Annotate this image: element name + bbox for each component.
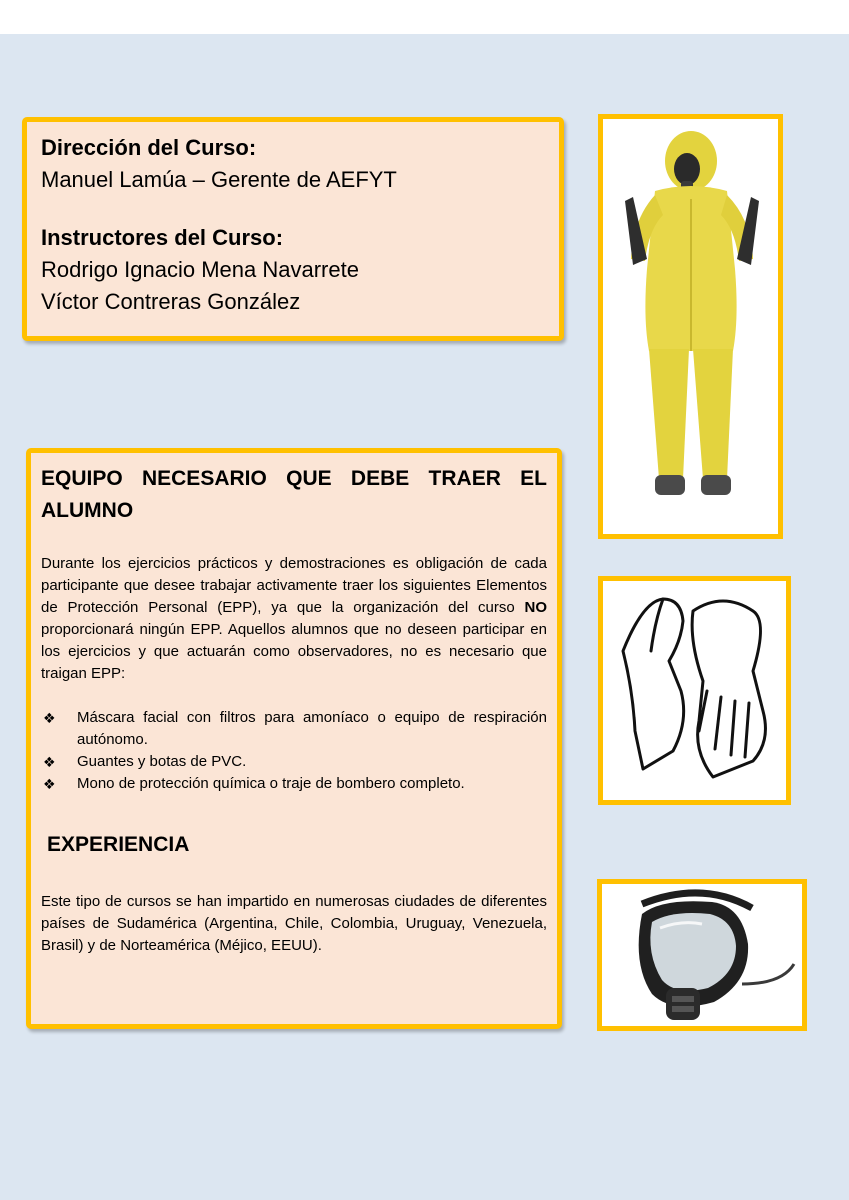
hazmat-suit-illustration [603, 119, 778, 534]
diamond-bullet-icon: ❖ [43, 754, 56, 770]
direction-name: Manuel Lamúa – Gerente de AEFYT [41, 167, 397, 192]
direction-heading: Dirección del Curso: [41, 135, 257, 160]
diamond-bullet-icon: ❖ [43, 710, 56, 726]
equipment-intro: Durante los ejercicios prácticos y demostraciones es obligación de cada participante que desee trabajar activamente traer los siguientes Elementos de Protección Personal (EPP), ya que la organización del curso NO proporcionará ningún EPP. Aquellos alumnos que no deseen participar en los ejercicios y que actuarán como observadores, no es necesario que traigan EPP: [41, 555, 547, 682]
list-item: ❖ Máscara facial con filtros para amoníaco o equipo de respiración autónomo. [43, 709, 547, 748]
instructor-name: Rodrigo Ignacio Mena Navarrete [41, 257, 359, 282]
diamond-bullet-icon: ❖ [43, 776, 56, 792]
list-item: ❖ Mono de protección química o traje de bombero completo. [41, 773, 547, 795]
mask-photo [597, 879, 807, 1031]
instructors-heading: Instructores del Curso: [41, 225, 284, 250]
hazmat-suit-photo [598, 114, 783, 539]
equipment-box [26, 448, 562, 1029]
experience-title: EXPERIENCIA [47, 833, 190, 856]
equipment-list [41, 707, 547, 795]
instructor-name: Víctor Contreras González [41, 289, 301, 314]
list-item: ❖ Guantes y botas de PVC. [41, 751, 547, 773]
experience-text: Este tipo de cursos se han impartido en numerosas ciudades de diferentes países de Sudamérica (Argentina, Chile, Colombia, Uruguay, Venezuela, Brasil) y de Norteamérica (Méjico, EEUU). [41, 893, 547, 954]
equipment-title: EQUIPO NECESARIO QUE DEBE TRAER EL ALUMNO [41, 467, 547, 522]
full-face-mask-illustration [602, 884, 802, 1026]
emphasis-no: NO [524, 599, 547, 616]
course-staff-box [22, 117, 564, 341]
gloves-photo [598, 576, 791, 805]
gloves-illustration [603, 581, 786, 800]
